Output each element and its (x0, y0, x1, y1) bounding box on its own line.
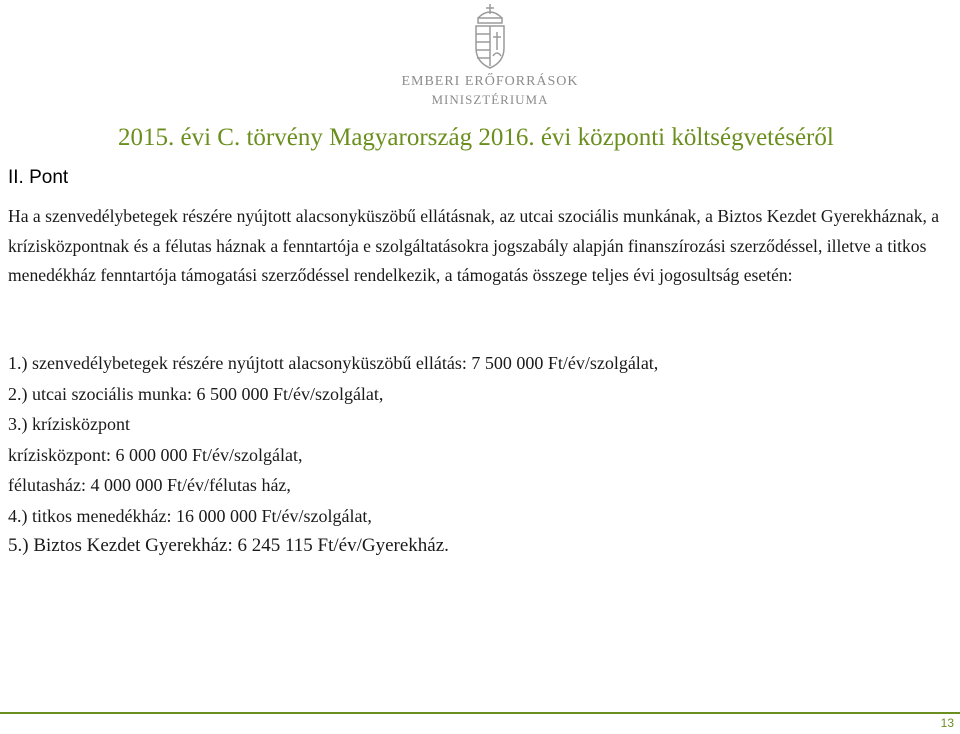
ministry-name-line1: EMBERI ERŐFORRÁSOK (401, 74, 579, 89)
footer-divider (0, 712, 960, 714)
hungarian-coat-of-arms-icon (460, 4, 520, 70)
document-title: 2015. évi C. törvény Magyarország 2016. évi központi költségvetéséről (118, 124, 834, 151)
section-label: II. Pont (8, 167, 69, 188)
intro-paragraph: Ha a szenvedélybetegek részére nyújtott alacsonyküszöbű ellátásnak, az utcai szociális munkának, a Biztos Kezdet Gyerekháznak, a krízisközpontnak és a félutas háznak a fenntartója e szolgáltatásokra jogszabály alapján finanszírozási szerződéssel, illetve a titkos menedékház fenntartója támogatási szerződéssel rendelkezik, a támogatás összege teljes évi jogosultság esetén: (8, 206, 940, 285)
list-item: 3.) krízisközpont (8, 414, 130, 434)
list-item: félutasház: 4 000 000 Ft/év/félutas ház, (8, 475, 291, 495)
list-item: 5.) Biztos Kezdet Gyerekház: 6 245 115 Ft/év/Gyerekház. (8, 535, 449, 556)
list-item: 4.) titkos menedékház: 16 000 000 Ft/év/szolgálat, (8, 505, 372, 526)
list-item: 2.) utcai szociális munka: 6 500 000 Ft/év/szolgálat, (8, 383, 384, 404)
page-number: 13 (940, 716, 954, 730)
ministry-name-line2: MINISZTÉRIUMA (431, 92, 549, 107)
amount-list (8, 348, 958, 562)
list-item: krízisközpont: 6 000 000 Ft/év/szolgálat, (8, 444, 303, 465)
list-item: 1.) szenvedélybetegek részére nyújtott alacsonyküszöbű ellátás: 7 500 000 Ft/év/szolgálat, (8, 353, 659, 373)
ministry-logo (400, 4, 580, 108)
